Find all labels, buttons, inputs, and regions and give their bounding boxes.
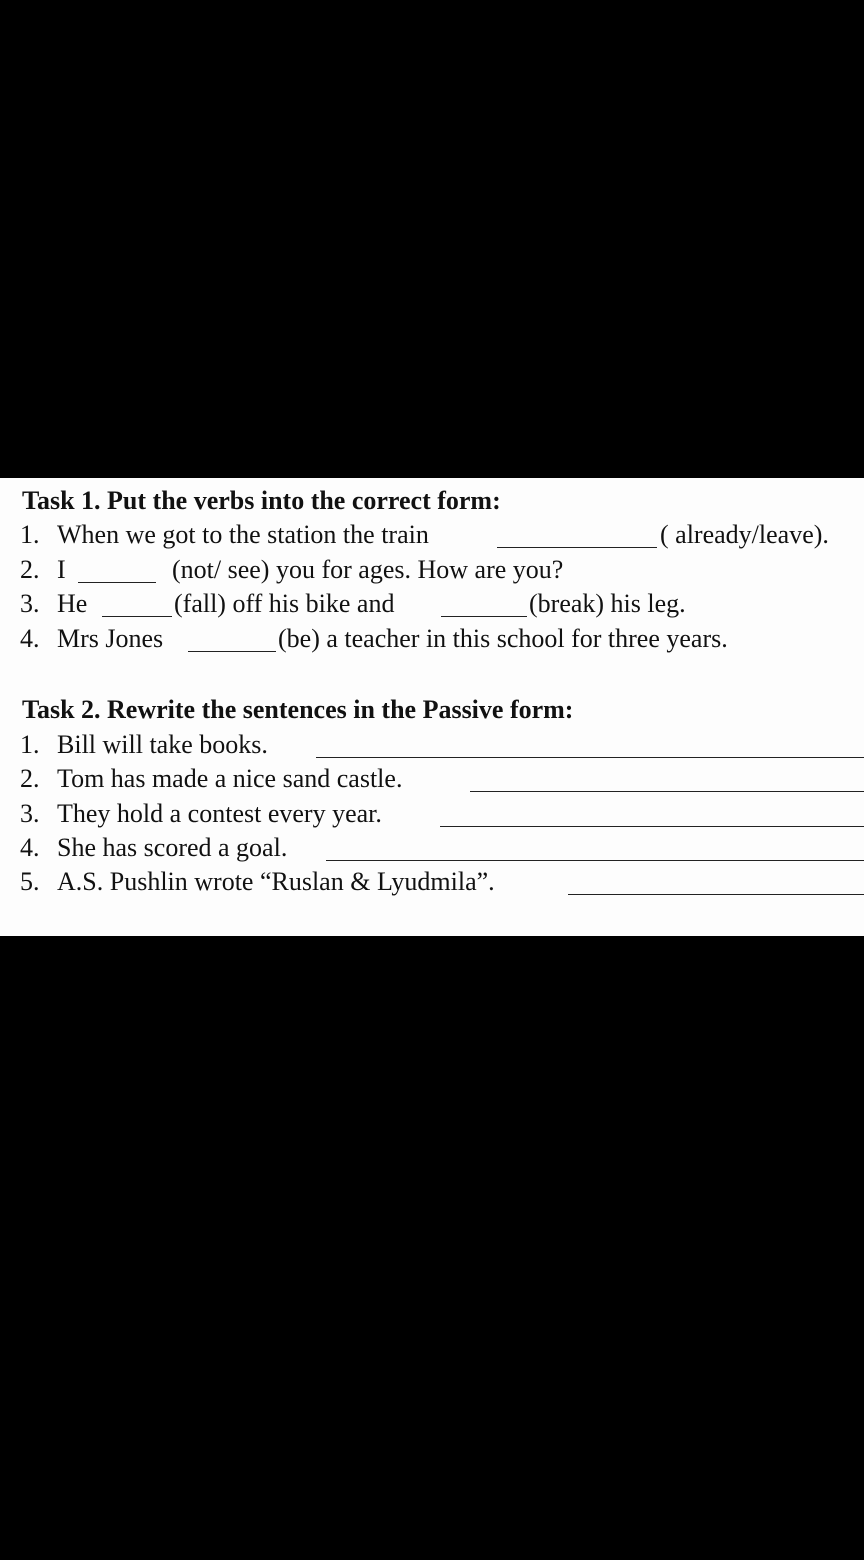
answer-blank[interactable] bbox=[497, 547, 657, 548]
answer-blank[interactable] bbox=[441, 616, 527, 617]
task2-item-2 bbox=[0, 762, 864, 796]
task2-item-4 bbox=[0, 831, 864, 865]
task2-item-5 bbox=[0, 865, 864, 899]
item-number: 4. bbox=[20, 624, 40, 653]
answer-blank[interactable] bbox=[102, 616, 172, 617]
task1-title: Task 1. Put the verbs into the correct form: bbox=[22, 486, 501, 515]
task1-item-1 bbox=[0, 518, 864, 552]
task2-item-3 bbox=[0, 797, 864, 831]
sentence-text: Mrs Jones bbox=[57, 624, 164, 653]
item-number: 3. bbox=[20, 799, 40, 828]
item-number: 4. bbox=[20, 833, 40, 862]
task2-item-1 bbox=[0, 728, 864, 762]
task1-item-4 bbox=[0, 622, 864, 656]
item-number: 1. bbox=[20, 730, 40, 759]
verb-hint: (break) his leg. bbox=[529, 589, 686, 618]
answer-blank[interactable] bbox=[470, 791, 864, 792]
answer-blank[interactable] bbox=[316, 757, 864, 758]
item-number: 2. bbox=[20, 555, 40, 584]
answer-blank[interactable] bbox=[568, 894, 864, 895]
sentence-text: When we got to the station the train bbox=[57, 520, 429, 549]
verb-hint: (not/ see) you for ages. How are you? bbox=[172, 555, 564, 584]
answer-blank[interactable] bbox=[188, 651, 276, 652]
task1-item-2 bbox=[0, 553, 864, 587]
worksheet bbox=[0, 478, 864, 936]
answer-blank[interactable] bbox=[78, 582, 156, 583]
sentence-text: They hold a contest every year. bbox=[57, 799, 382, 828]
task1-item-3 bbox=[0, 587, 864, 621]
verb-hint: ( already/leave). bbox=[660, 520, 829, 549]
task2-title: Task 2. Rewrite the sentences in the Passive form: bbox=[22, 695, 574, 724]
item-number: 3. bbox=[20, 589, 40, 618]
answer-blank[interactable] bbox=[326, 860, 864, 861]
verb-hint: (be) a teacher in this school for three years. bbox=[278, 624, 728, 653]
sentence-text: He bbox=[57, 589, 88, 618]
item-number: 1. bbox=[20, 520, 40, 549]
sentence-text: Tom has made a nice sand castle. bbox=[57, 764, 403, 793]
item-number: 2. bbox=[20, 764, 40, 793]
sentence-text: A.S. Pushlin wrote “Ruslan & Lyudmila”. bbox=[57, 867, 495, 896]
answer-blank[interactable] bbox=[440, 826, 864, 827]
sentence-text: Bill will take books. bbox=[57, 730, 268, 759]
sentence-text: I bbox=[57, 555, 66, 584]
verb-hint: (fall) off his bike and bbox=[174, 589, 395, 618]
item-number: 5. bbox=[20, 867, 40, 896]
sentence-text: She has scored a goal. bbox=[57, 833, 288, 862]
